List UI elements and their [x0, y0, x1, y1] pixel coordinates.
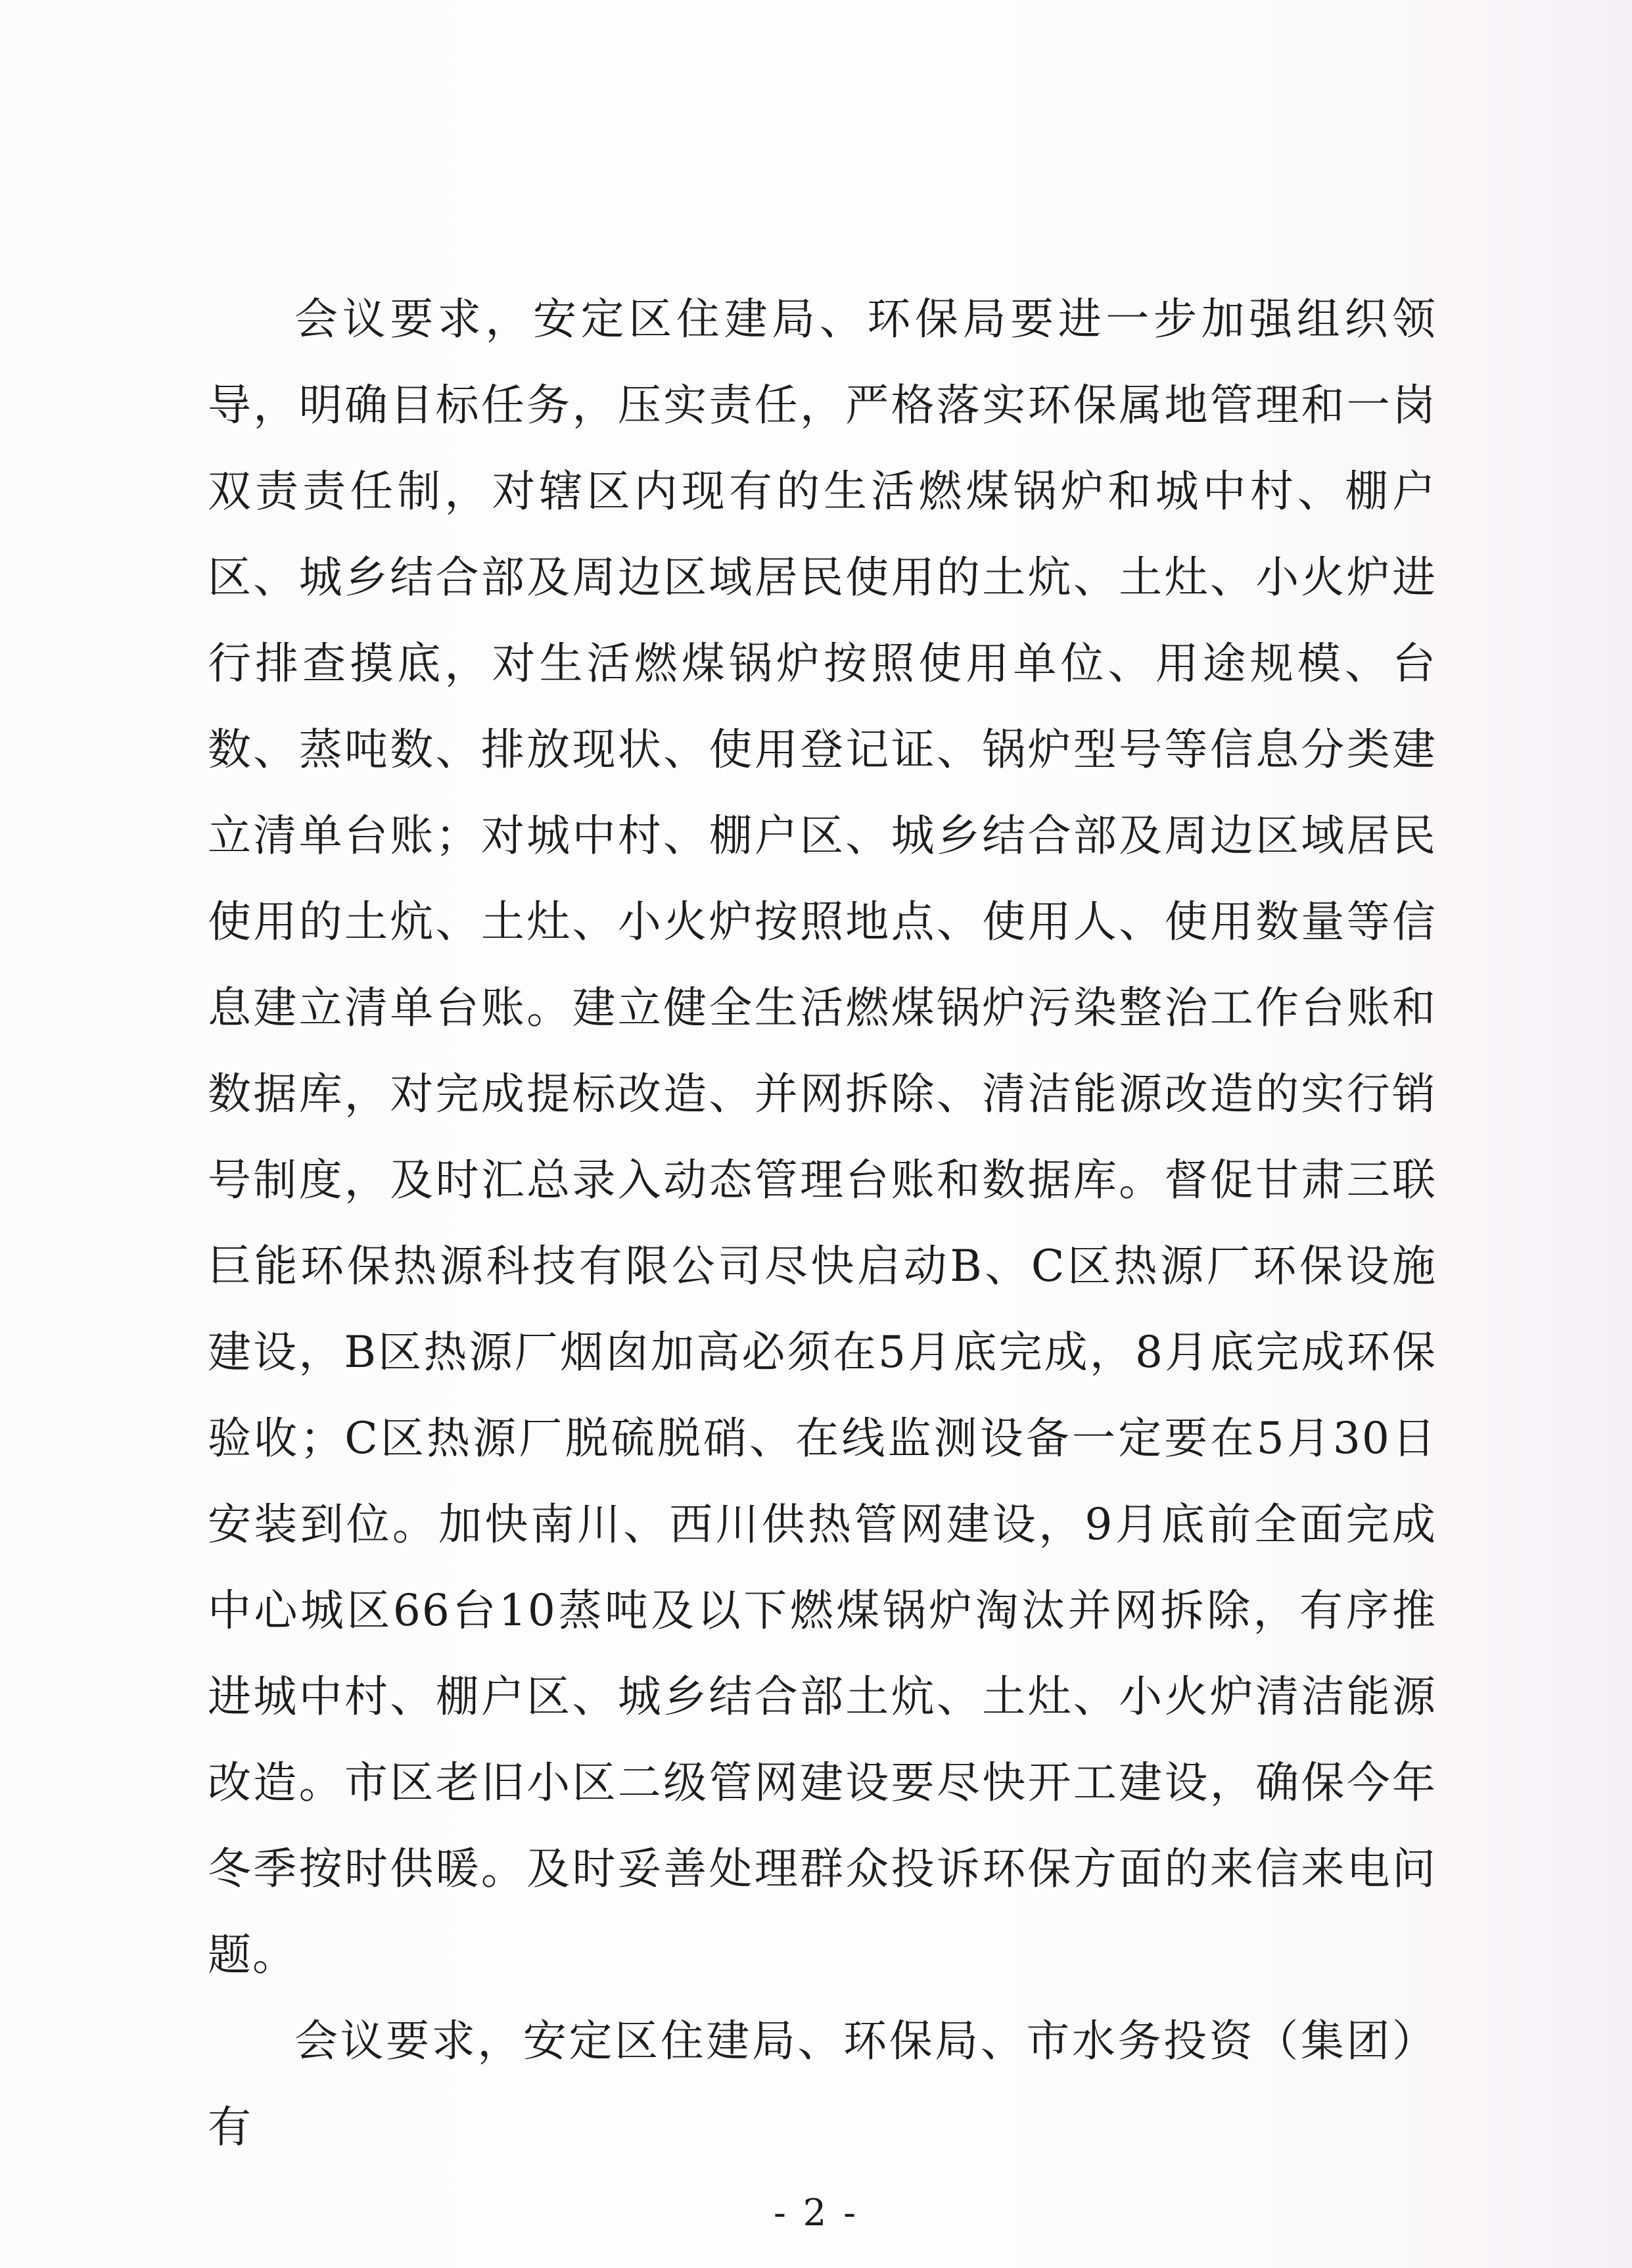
page-number: - 2 -: [773, 2192, 859, 2234]
body-text: [208, 276, 1437, 2170]
paragraph-2: 会议要求，安定区住建局、环保局、市水务投资（集团）有: [208, 2016, 1437, 2152]
paragraph-1: 会议要求，安定区住建局、环保局要进一步加强组织领导，明确目标任务，压实责任，严格落实环保属地管理和一岗双责责任制，对辖区内现有的生活燃煤锅炉和城中村、棚户区、城乡结合部及周边区域居民使用的土炕、土灶、小火炉进行排查摸底，对生活燃煤锅炉按照使用单位、用途规模、台数、蒸吨数、排放现状、使用登记证、锅炉型号等信息分类建立清单台账；对城中村、棚户区、城乡结合部及周边区域居民使用的土炕、土灶、小火炉按照地点、使用人、使用数量等信息建立清单台账。建立健全生活燃煤锅炉污染整治工作台账和数据库，对完成提标改造、并网拆除、清洁能源改造的实行销号制度，及时汇总录入动态管理台账和数据库。督促甘肃三联巨能环保热源科技有限公司尽快启动B、C区热源厂环保设施建设，B区热源厂烟囱加高必须在5月底完成，8月底完成环保验收；C区热源厂脱硫脱硝、在线监测设备一定要在5月30日安装到位。加快南川、西川供热管网建设，9月底前全面完成中心城区66台10蒸吨及以下燃煤锅炉淘汰并网拆除，有序推进城中村、棚户区、城乡结合部土炕、土灶、小火炉清洁能源改造。市区老旧小区二级管网建设要尽快开工建设，确保今年冬季按时供暖。及时妥善处理群众投诉环保方面的来信来电问题。: [208, 294, 1437, 1980]
